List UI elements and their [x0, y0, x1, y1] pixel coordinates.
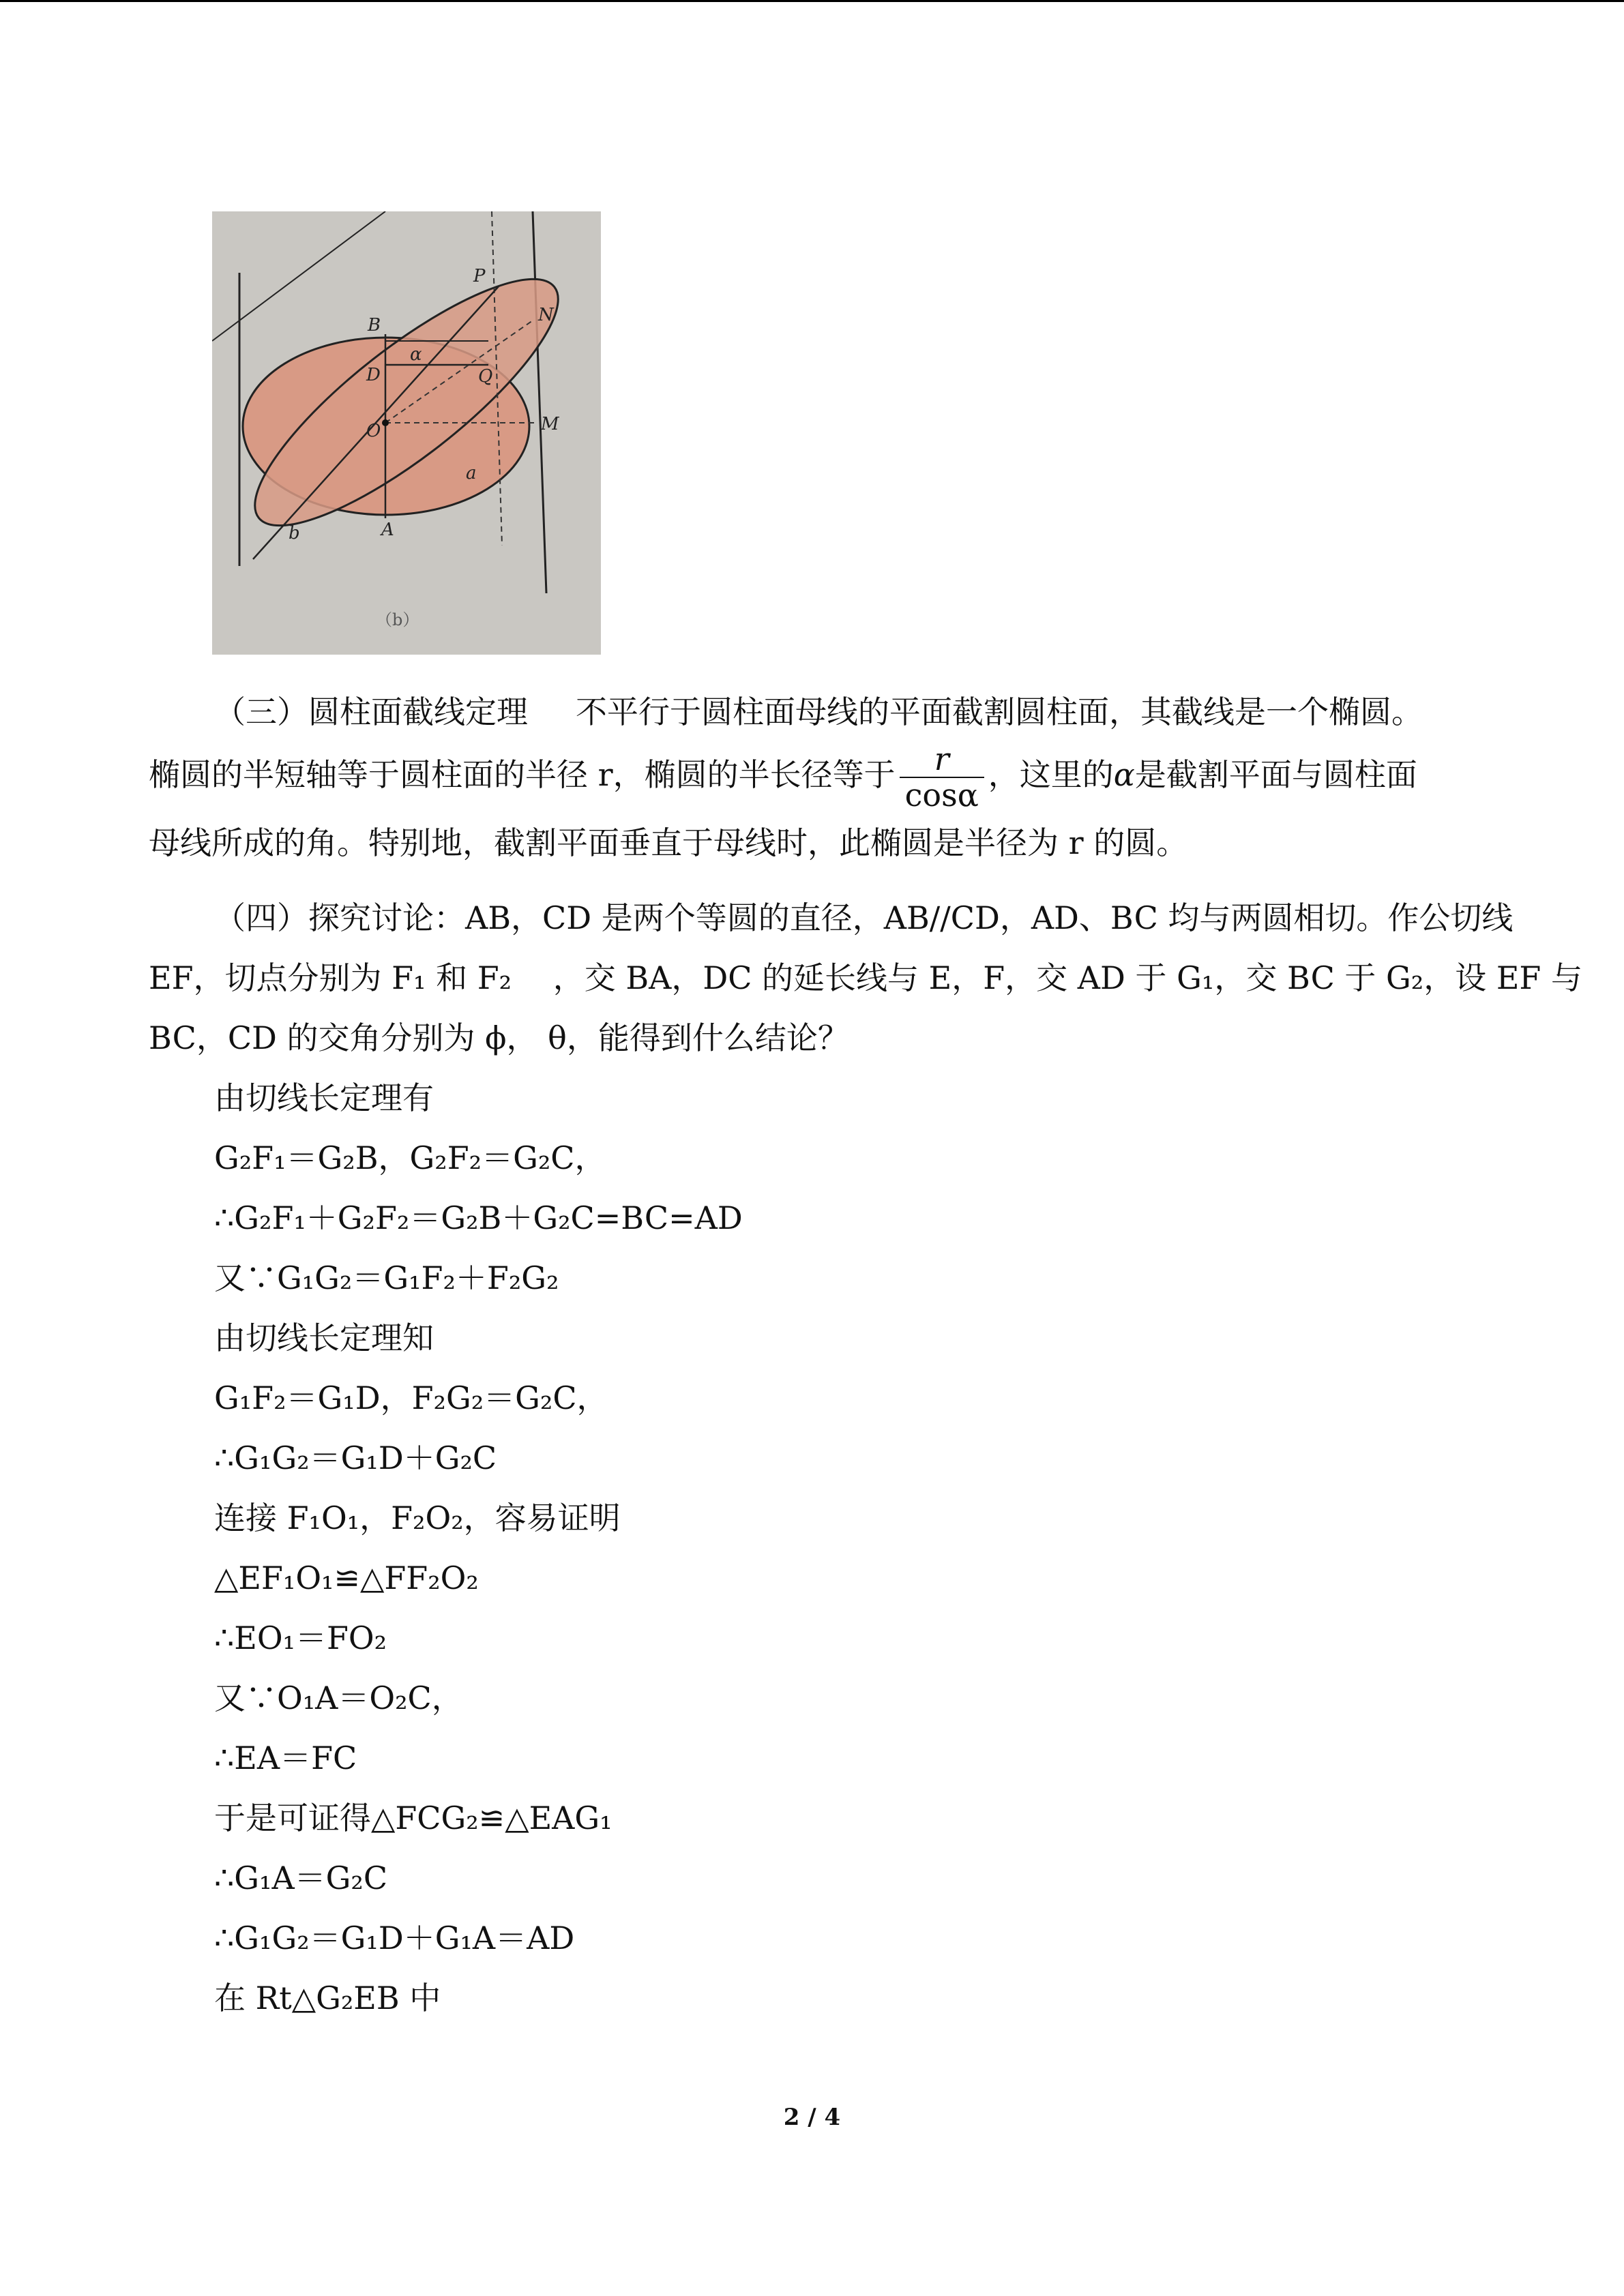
- label-alpha: α: [410, 344, 422, 365]
- proof-line: G₁F₂＝G₁D，F₂G₂＝G₂C，: [214, 1380, 608, 1416]
- proof-line: ∴G₁A＝G₂C: [214, 1860, 388, 1896]
- section3-line2-c: 是截割平面与圆柱面: [1134, 756, 1417, 793]
- proof-line: 于是可证得△FCG₂≌△EAG₁: [214, 1800, 612, 1836]
- figure-b: [212, 211, 601, 655]
- proof-block: [149, 1068, 1479, 2028]
- proof-line: G₂F₁＝G₂B，G₂F₂＝G₂C，: [214, 1139, 606, 1176]
- cylinder-section-diagram: [212, 211, 601, 655]
- proof-line: △EF₁O₁≌△FF₂O₂: [214, 1560, 479, 1596]
- proof-line: 由切线长定理知: [214, 1320, 434, 1356]
- label-M: M: [541, 414, 559, 434]
- ratio-fraction: [900, 742, 984, 812]
- section3-heading: （三）圆柱面截线定理: [214, 694, 528, 730]
- fraction-denominator: cosα: [904, 777, 979, 814]
- section4-line2: EF，切点分别为 F₁ 和 F₂ ，交 BA，DC 的延长线与 E，F，交 AD 于 G₁，交 BC 于 G₂，设 EF 与: [149, 959, 1582, 996]
- section-4: [149, 888, 1582, 1068]
- fraction-numerator: r: [900, 742, 984, 778]
- section3-line2: [149, 742, 1479, 813]
- label-Q: Q: [478, 366, 493, 387]
- proof-line: ∴EO₁＝FO₂: [214, 1620, 387, 1656]
- proof-line: 由切线长定理有: [214, 1079, 434, 1116]
- alpha-symbol: α: [1113, 756, 1135, 793]
- label-b: b: [289, 523, 300, 543]
- label-B: B: [368, 315, 381, 336]
- proof-line: ∴G₂F₁＋G₂F₂＝G₂B＋G₂C=BC=AD: [214, 1199, 743, 1236]
- section4-line1: （四）探究讨论：AB，CD 是两个等圆的直径，AB//CD，AD、BC 均与两圆相切。作公切线: [214, 899, 1514, 936]
- label-O: O: [366, 421, 381, 441]
- proof-line: 连接 F₁O₁，F₂O₂，容易证明: [214, 1500, 621, 1536]
- page-number: 2 / 4: [783, 2104, 841, 2131]
- proof-line: ∴G₁G₂＝G₁D＋G₁A＝AD: [214, 1920, 575, 1956]
- section3-line2-b: ，这里的: [988, 756, 1114, 793]
- label-N: N: [538, 305, 554, 325]
- section-3: [149, 682, 1479, 873]
- proof-line: 又∵G₁G₂＝G₁F₂＋F₂G₂: [214, 1259, 559, 1296]
- section3-line3: 母线所成的角。特别地，截割平面垂直于母线时，此椭圆是半径为 r 的圆。: [149, 824, 1188, 861]
- label-a: a: [466, 463, 477, 483]
- label-D: D: [366, 365, 381, 385]
- proof-line: 又∵O₁A＝O₂C，: [214, 1680, 463, 1716]
- page-top-border: [0, 0, 1624, 2]
- label-P: P: [473, 266, 486, 286]
- section3-line1-rest: 不平行于圆柱面母线的平面截割圆柱面，其截线是一个椭圆。: [576, 694, 1423, 730]
- proof-line: ∴EA＝FC: [214, 1740, 357, 1776]
- figure-caption: （b）: [376, 610, 419, 629]
- proof-line: ∴G₁G₂＝G₁D＋G₂C: [214, 1440, 497, 1476]
- section3-line1: [149, 682, 1479, 742]
- label-A: A: [381, 520, 394, 540]
- section4-line3: BC，CD 的交角分别为 ϕ， θ，能得到什么结论？: [149, 1019, 849, 1056]
- proof-line: 在 Rt△G₂EB 中: [214, 1980, 441, 2016]
- section3-line2-a: 椭圆的半短轴等于圆柱面的半径 r，椭圆的半长径等于: [149, 756, 896, 793]
